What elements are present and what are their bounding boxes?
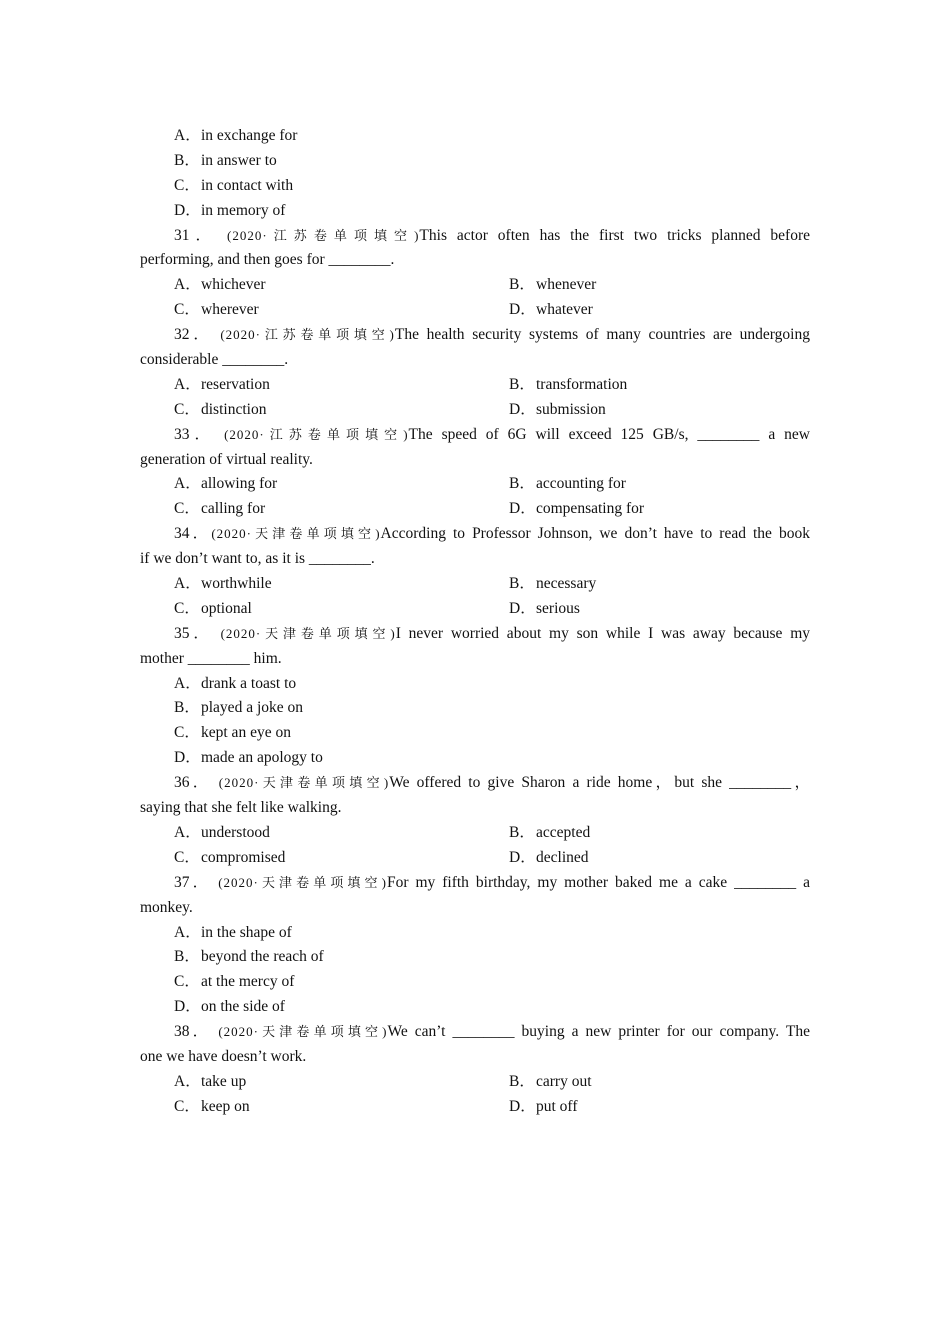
question-stem-line2: considerable ________. xyxy=(140,351,289,369)
option-row xyxy=(140,298,810,323)
option-text: compensating for xyxy=(536,500,645,518)
option-letter: A． xyxy=(174,674,201,692)
option-text: allowing for xyxy=(201,475,278,493)
question-number: 38． xyxy=(174,1023,212,1041)
option-letter: D． xyxy=(174,749,201,767)
q31-option-d xyxy=(475,298,810,323)
option-text: optional xyxy=(201,599,252,617)
option-letter: B． xyxy=(509,375,535,393)
q36-option-b xyxy=(475,821,810,846)
option-text: understood xyxy=(201,823,270,841)
q36-option-d xyxy=(475,846,810,871)
question-text: According to Professor Johnson, we don’t have to read the book xyxy=(380,525,810,543)
option-letter: A． xyxy=(174,923,201,941)
q38-option-c xyxy=(140,1095,475,1120)
question-text: I never worried about my son while I was away because my xyxy=(395,624,810,642)
q33-option-d xyxy=(475,497,810,522)
question-35 xyxy=(140,622,810,771)
q36-option-a xyxy=(140,821,475,846)
q38-option-a xyxy=(140,1070,475,1095)
option-text: at the mercy of xyxy=(201,973,295,991)
option-text: serious xyxy=(536,599,580,617)
question-34 xyxy=(140,522,810,622)
question-text: We offered to give Sharon a ride home，but she ________， xyxy=(389,774,810,792)
q31-option-c xyxy=(140,298,475,323)
q32-option-d xyxy=(475,398,810,423)
q38-option-d xyxy=(475,1095,810,1120)
option-text: whatever xyxy=(536,301,593,319)
question-stem-line1 xyxy=(140,871,810,896)
q35-option-d xyxy=(140,746,810,771)
option-letter: C． xyxy=(174,400,200,418)
option-letter: D． xyxy=(509,599,536,617)
option-text: put off xyxy=(536,1097,578,1115)
q37-option-c xyxy=(140,970,810,995)
question-stem-line1 xyxy=(140,622,810,647)
option-text: in answer to xyxy=(201,151,277,169)
q34-option-d xyxy=(475,597,810,622)
question-stem-line2: monkey. xyxy=(140,898,193,916)
option-letter: D． xyxy=(174,998,201,1016)
question-stem-line2: one we have doesn’t work. xyxy=(140,1047,307,1065)
option-letter: A． xyxy=(174,127,201,144)
question-text: The speed of 6G will exceed 125 GB/s, ________ a new xyxy=(408,425,810,443)
question-stem-line2: performing, and then goes for ________. xyxy=(140,251,395,269)
exercise-page xyxy=(140,124,810,1120)
option-letter: D． xyxy=(509,500,536,518)
option-text: distinction xyxy=(201,400,267,418)
option-text: kept an eye on xyxy=(201,724,291,742)
question-33 xyxy=(140,423,810,523)
option-text: played a joke on xyxy=(201,699,304,717)
option-letter: A． xyxy=(174,276,201,294)
option-letter: C． xyxy=(174,1097,200,1115)
option-row xyxy=(140,572,810,597)
option-letter: D． xyxy=(509,1097,536,1115)
option-text: beyond the reach of xyxy=(201,948,324,966)
option-text: reservation xyxy=(201,375,270,393)
q30-option-b xyxy=(140,149,810,174)
question-36 xyxy=(140,771,810,871)
option-letter: B． xyxy=(509,276,535,294)
option-row xyxy=(140,1070,810,1095)
q33-option-a xyxy=(140,472,475,497)
option-row xyxy=(140,821,810,846)
option-text: whenever xyxy=(536,276,597,294)
question-37 xyxy=(140,871,810,1020)
option-row xyxy=(140,846,810,871)
question-stem-line1 xyxy=(140,224,810,249)
q35-option-b xyxy=(140,696,810,721)
question-number: 31． xyxy=(174,226,218,244)
option-letter: D． xyxy=(509,301,536,319)
q30-options xyxy=(140,124,810,224)
option-letter: A． xyxy=(174,575,201,593)
option-text: in memory of xyxy=(201,201,286,219)
option-letter: C． xyxy=(174,724,200,742)
question-stem-line1 xyxy=(140,323,810,348)
option-text: submission xyxy=(536,400,606,418)
question-stem-line2: mother ________ him. xyxy=(140,649,282,667)
question-number: 33． xyxy=(174,425,216,443)
option-text: wherever xyxy=(201,301,259,319)
question-text: We can’t ________ buying a new printer for our company. The xyxy=(387,1023,810,1041)
question-stem-line1 xyxy=(140,522,810,547)
q36-option-c xyxy=(140,846,475,871)
option-letter: D． xyxy=(174,201,201,219)
option-text: necessary xyxy=(536,575,597,593)
q37-option-a xyxy=(140,921,810,946)
question-38 xyxy=(140,1020,810,1120)
q31-option-a xyxy=(140,273,475,298)
q37-option-b xyxy=(140,945,810,970)
question-text: For my fifth birthday, my mother baked me a cake ________ a xyxy=(386,873,810,891)
q30-option-a xyxy=(140,124,810,149)
question-number: 36． xyxy=(174,774,212,792)
q30-option-d xyxy=(140,199,810,224)
option-text: worthwhile xyxy=(201,575,272,593)
question-text: The health security systems of many countries are undergoing xyxy=(394,326,810,344)
question-stem-line2: saying that she felt like walking. xyxy=(140,799,342,817)
option-letter: B． xyxy=(509,575,535,593)
option-text: declined xyxy=(536,848,589,866)
question-32 xyxy=(140,323,810,423)
option-text: take up xyxy=(201,1072,247,1090)
option-row xyxy=(140,1095,810,1120)
option-row xyxy=(140,472,810,497)
option-letter: B． xyxy=(174,151,200,169)
question-source: (2020·天津卷单项填空) xyxy=(218,874,387,890)
question-source: (2020·江苏卷单项填空) xyxy=(220,327,395,343)
option-text: accounting for xyxy=(536,475,626,493)
option-letter: C． xyxy=(174,500,200,518)
question-stem-line1 xyxy=(140,771,810,796)
option-letter: D． xyxy=(509,848,536,866)
option-text: on the side of xyxy=(201,998,285,1016)
option-text: whichever xyxy=(201,276,266,294)
option-text: in the shape of xyxy=(201,923,292,941)
option-letter: A． xyxy=(174,475,201,493)
option-letter: B． xyxy=(174,948,200,966)
q37-option-d xyxy=(140,995,810,1020)
option-text: in contact with xyxy=(201,176,294,194)
question-source: (2020·天津卷单项填空) xyxy=(211,526,381,542)
question-source: (2020·天津卷单项填空) xyxy=(220,625,396,641)
option-row xyxy=(140,398,810,423)
option-text: accepted xyxy=(536,823,591,841)
option-letter: C． xyxy=(174,973,200,991)
option-letter: A． xyxy=(174,375,201,393)
q32-option-b xyxy=(475,373,810,398)
option-letter: A． xyxy=(174,1072,201,1090)
option-text: keep on xyxy=(201,1097,250,1115)
option-row xyxy=(140,497,810,522)
question-source: (2020·天津卷单项填空) xyxy=(218,1024,388,1040)
q33-option-c xyxy=(140,497,475,522)
option-text: made an apology to xyxy=(201,749,323,767)
option-text: carry out xyxy=(536,1072,592,1090)
question-stem-line1 xyxy=(140,423,810,448)
q30-option-c xyxy=(140,174,810,199)
option-row xyxy=(140,373,810,398)
q31-option-b xyxy=(475,273,810,298)
option-letter: B． xyxy=(509,475,535,493)
option-letter: C． xyxy=(174,176,200,194)
q32-option-c xyxy=(140,398,475,423)
q38-option-b xyxy=(475,1070,810,1095)
question-number: 37． xyxy=(174,873,212,891)
option-letter: B． xyxy=(509,1072,535,1090)
option-letter: B． xyxy=(509,823,535,841)
option-text: transformation xyxy=(536,375,628,393)
question-number: 34． xyxy=(174,525,212,543)
question-31 xyxy=(140,224,810,324)
q33-option-b xyxy=(475,472,810,497)
option-letter: D． xyxy=(509,400,536,418)
option-letter: C． xyxy=(174,599,200,617)
option-text: calling for xyxy=(201,500,266,518)
question-stem-line2: generation of virtual reality. xyxy=(140,450,313,468)
question-number: 32． xyxy=(174,326,213,344)
q32-option-a xyxy=(140,373,475,398)
q34-option-a xyxy=(140,572,475,597)
option-letter: C． xyxy=(174,848,200,866)
question-stem-line1 xyxy=(140,1020,810,1045)
option-text: in exchange for xyxy=(201,127,298,144)
question-source: (2020·江苏卷单项填空) xyxy=(227,227,420,243)
option-text: compromised xyxy=(201,848,286,866)
option-row xyxy=(140,597,810,622)
question-text: This actor often has the first two tricks planned before xyxy=(419,226,810,244)
q35-option-a xyxy=(140,672,810,697)
option-letter: A． xyxy=(174,823,201,841)
option-text: drank a toast to xyxy=(201,674,297,692)
option-letter: C． xyxy=(174,301,200,319)
question-source: (2020·江苏卷单项填空) xyxy=(224,426,409,442)
option-letter: B． xyxy=(174,699,200,717)
q35-option-c xyxy=(140,721,810,746)
q34-option-c xyxy=(140,597,475,622)
question-stem-line2: if we don’t want to, as it is ________. xyxy=(140,550,375,568)
question-source: (2020·天津卷单项填空) xyxy=(218,775,390,791)
option-row xyxy=(140,273,810,298)
q34-option-b xyxy=(475,572,810,597)
question-number: 35． xyxy=(174,624,213,642)
